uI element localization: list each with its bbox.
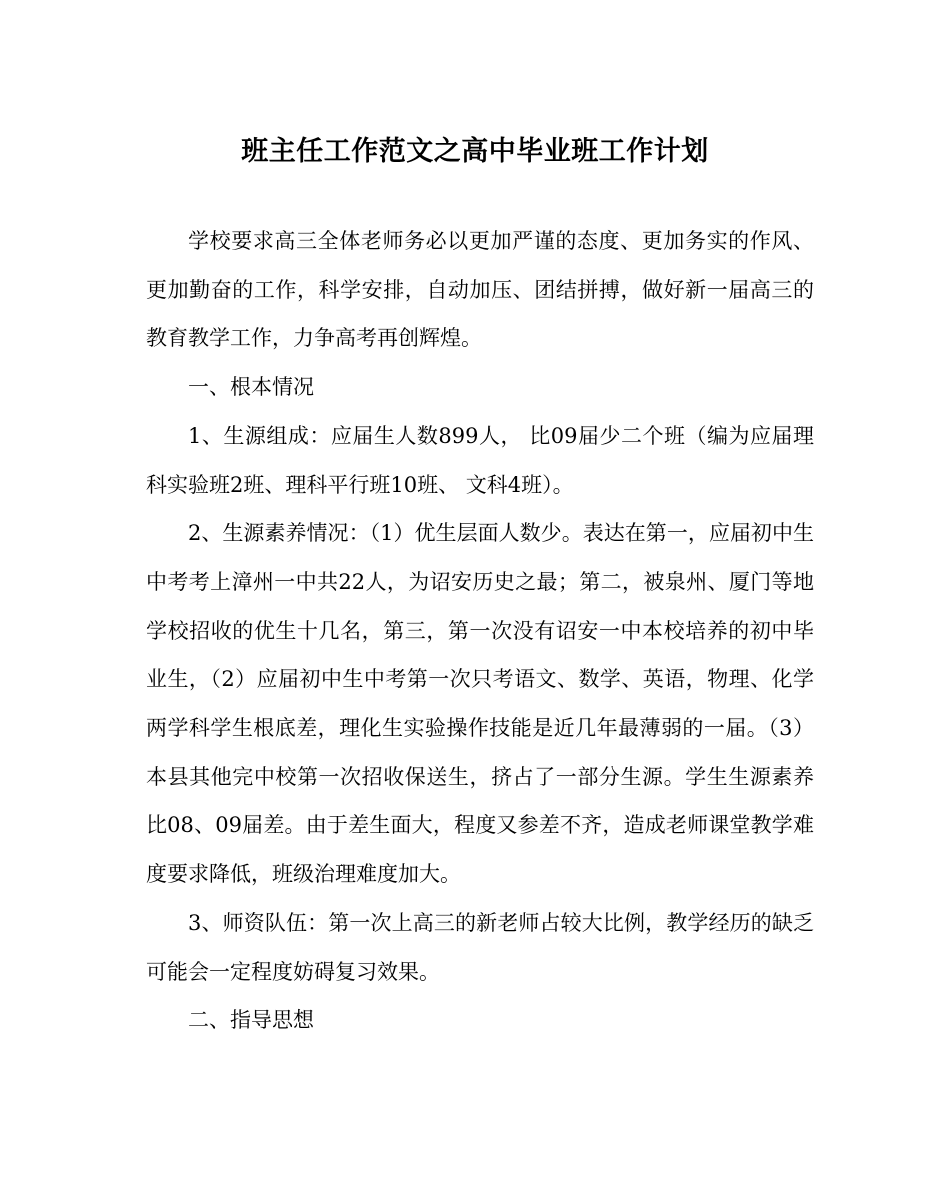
paragraph-student-quality: 2、生源素养情况：（1）优生层面人数少。表达在第一，应届初中生中考考上漳州一中共22人，为诏安历史之最；第二，被泉州、厦门等地学校招收的优生十几名，第三，第一次没有诏安一中本校培养的初中毕业生，（2）应届初中生中考第一次只考语文、数学、英语，物理、化学两学科学生根底差，理化生实验操作技能是近几年最薄弱的一届。（3）本县其他完中校第一次招收保送生，挤占了一部分生源。学生生源素养比08、09届差。由于差生面大，程度又参差不齐，造成老师课堂教学难度要求降低，班级治理难度加大。 [146, 521, 814, 887]
document-body [146, 217, 814, 1045]
paragraph-teaching-staff: 3、师资队伍：第一次上高三的新老师占较大比例，教学经历的缺乏可能会一定程度妨碍复习效果。 [146, 910, 814, 984]
section-heading-basic-situation: 一、根本情况 [188, 375, 314, 400]
intro-paragraph: 学校要求高三全体老师务必以更加严谨的态度、更加务实的作风、更加勤奋的工作，科学安排，自动加压、团结拼搏，做好新一届高三的教育教学工作，力争高考再创辉煌。 [146, 229, 814, 351]
section-heading-guiding-ideology: 二、指导思想 [188, 1008, 314, 1033]
document-title: 班主任工作范文之高中毕业班工作计划 [241, 136, 709, 167]
paragraph-student-composition: 1、生源组成：应届生人数899人， 比09届少二个班（编为应届理科实验班2班、理科平行班10班、 文科4班）。 [146, 423, 814, 497]
